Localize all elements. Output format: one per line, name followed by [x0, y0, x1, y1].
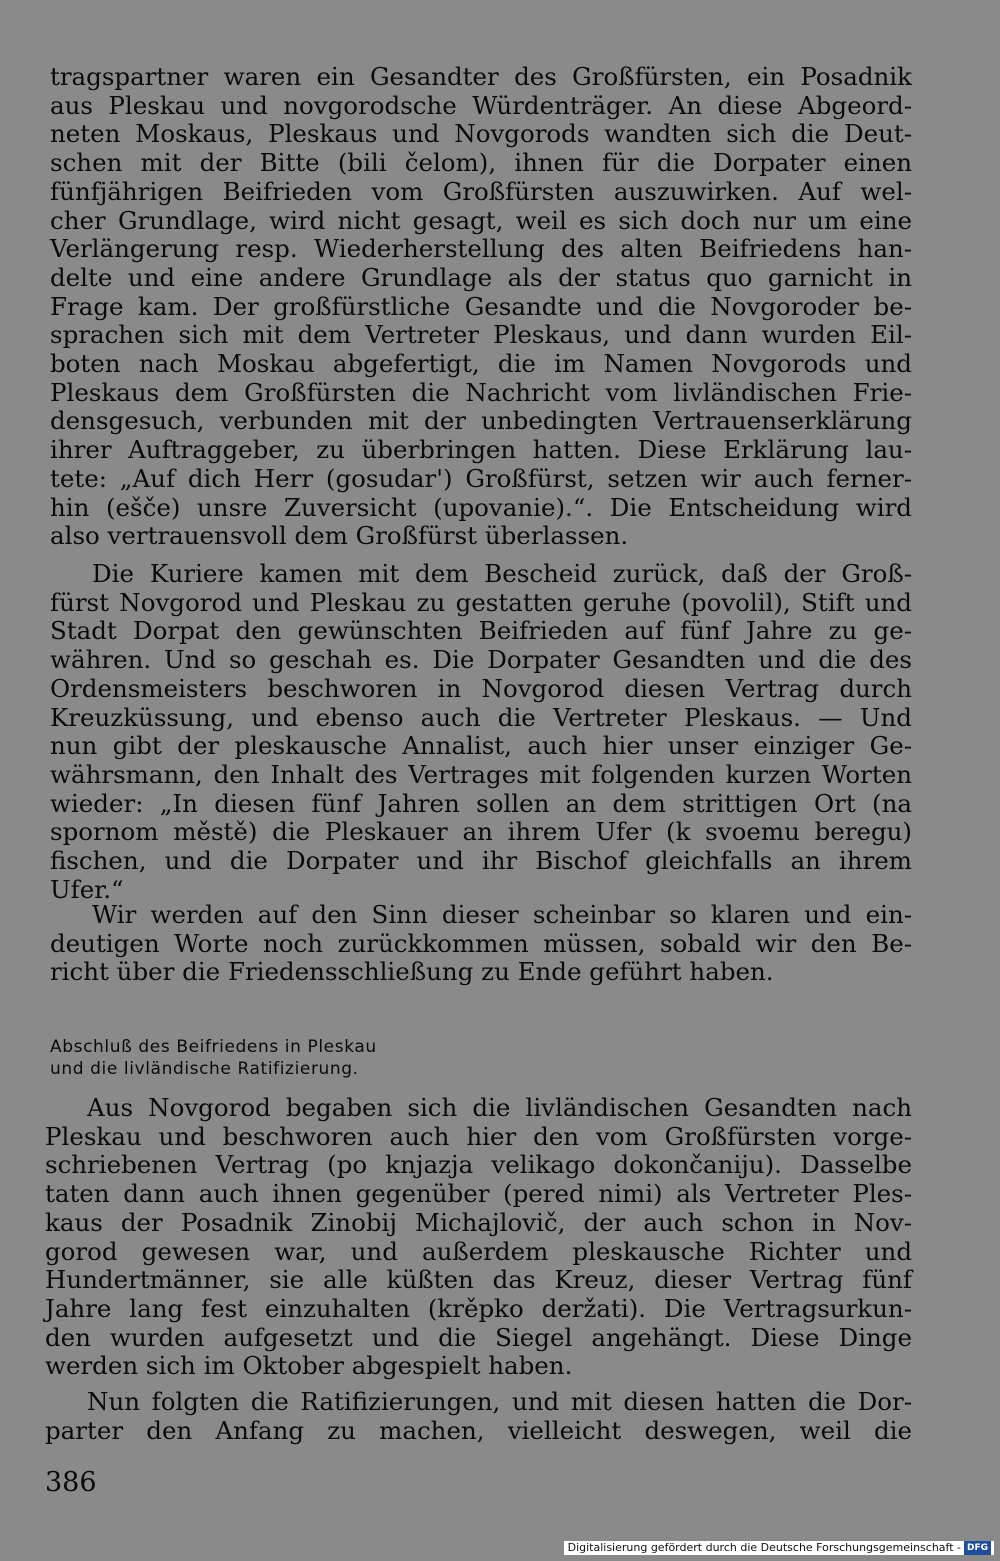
text-line: wieder: „In diesen fünf Jahren sollen an dem strittigen Ort (na	[50, 788, 912, 818]
text-line: Pleskau und beschworen auch hier den vom Großfürsten vorge-	[45, 1121, 912, 1151]
text-line: Ordensmeisters beschworen in Novgorod diesen Vertrag durch	[50, 673, 912, 703]
text-line: währen. Und so geschah es. Die Dorpater Gesandten und die des	[50, 645, 912, 675]
text-line: Hundertmänner, sie alle küßten das Kreuz, dieser Vertrag fünf	[45, 1265, 912, 1295]
text-line: richt über die Friedensschließung zu Ende geführt haben.	[50, 957, 774, 987]
text-line: werden sich im Oktober abgespielt haben.	[45, 1351, 573, 1381]
paragraph-1	[50, 63, 912, 551]
text-line: kaus der Posadnik Zinobij Michajlovič, der auch schon in Nov-	[45, 1207, 912, 1237]
text-line: tete: „Auf dich Herr (gosudar') Großfürst, setzen wir auch ferner-	[50, 463, 912, 493]
heading-line: und die livländische Ratifizierung.	[50, 1059, 359, 1079]
heading-line: Abschluß des Beifriedens in Pleskau	[50, 1037, 377, 1057]
text-line: aus Pleskau und novgorodsche Würdenträger. An diese Abgeord-	[50, 90, 912, 120]
text-line: währsmann, den Inhalt des Vertrages mit folgenden kurzen Worten	[50, 759, 912, 789]
text-line: hin (ešče) unsre Zuversicht (upovanie).“. Die Entscheidung wird	[50, 492, 912, 522]
text-line: schriebenen Vertrag (po knjazja velikago dokončaniju). Dasselbe	[45, 1150, 912, 1180]
text-line: Stadt Dorpat den gewünschten Beifrieden auf fünf Jahre zu ge-	[50, 616, 912, 646]
text-line: gorod gewesen war, und außerdem pleskausche Richter und	[45, 1236, 912, 1266]
text-line: Nun folgten die Ratifizierungen, und mit diesen hatten die Dor-	[87, 1387, 912, 1416]
text-line: Pleskaus dem Großfürsten die Nachricht vom livländischen Frie-	[50, 377, 912, 407]
text-line: cher Grundlage, wird nicht gesagt, weil es sich doch nur um eine	[50, 205, 912, 235]
text-line: Wir werden auf den Sinn dieser scheinbar so klaren und ein-	[92, 900, 912, 929]
text-line: nun gibt der pleskausche Annalist, auch hier unser einziger Ge-	[50, 731, 912, 761]
text-line: Die Kuriere kamen mit dem Bescheid zurück, daß der Groß-	[92, 559, 912, 588]
text-line: delte und eine andere Grundlage als der status quo garnicht in	[50, 262, 912, 292]
text-line: Ufer.“	[50, 874, 124, 904]
text-line: boten nach Moskau abgefertigt, die im Namen Novgorods und	[50, 349, 912, 379]
text-line: Aus Novgorod begaben sich die livländischen Gesandten nach	[87, 1093, 912, 1122]
text-line: fünfjährigen Beifrieden vom Großfürsten auszuwirken. Auf wel-	[50, 176, 912, 206]
credit-text: Digitalisierung gefördert durch die Deutsche Forschungsgemeinschaft -	[567, 1541, 961, 1554]
text-line: also vertrauensvoll dem Großfürst überlassen.	[50, 521, 629, 551]
paragraph-2	[50, 560, 912, 904]
digitization-credit	[564, 1541, 994, 1555]
paragraph-4	[45, 1094, 912, 1381]
paragraph-5	[45, 1388, 912, 1445]
page-number: 386	[45, 1467, 97, 1498]
paragraph-3	[50, 901, 912, 987]
text-line: neten Moskaus, Pleskaus und Novgorods wandten sich die Deut-	[50, 119, 912, 149]
text-line: spornom městě) die Pleskauer an ihrem Ufer (k svoemu beregu)	[50, 817, 912, 847]
text-line: sprachen sich mit dem Vertreter Pleskaus, und dann wurden Eil-	[50, 320, 912, 350]
text-line: Frage kam. Der großfürstliche Gesandte und die Novgoroder be-	[50, 291, 912, 321]
text-line: densgesuch, verbunden mit der unbedingten Vertrauenserklärung	[50, 406, 912, 436]
text-line: Kreuzküssung, und ebenso auch die Vertreter Pleskaus. — Und	[50, 702, 912, 732]
text-line: schen mit der Bitte (bili čelom), ihnen für die Dorpater einen	[50, 148, 912, 178]
text-line: fischen, und die Dorpater und ihr Bischof gleichfalls an ihrem	[50, 846, 912, 876]
text-line: parter den Anfang zu machen, vielleicht deswegen, weil die	[45, 1415, 912, 1445]
text-line: Verlängerung resp. Wiederherstellung des alten Beifriedens han-	[50, 234, 912, 264]
text-line: fürst Novgorod und Pleskau zu gestatten geruhe (povolil), Stift und	[50, 587, 912, 617]
text-line: den wurden aufgesetzt und die Siegel angehängt. Diese Dinge	[45, 1322, 912, 1352]
dfg-logo: DFG	[964, 1541, 991, 1555]
text-line: ihrer Auftraggeber, zu überbringen hatten. Diese Erklärung lau-	[50, 435, 912, 465]
section-heading	[50, 1036, 550, 1080]
text-line: taten dann auch ihnen gegenüber (pered nimi) als Vertreter Ples-	[45, 1179, 912, 1209]
text-line: Jahre lang fest einzuhalten (krěpko deržati). Die Vertragsurkun-	[45, 1293, 912, 1323]
text-line: tragspartner waren ein Gesandter des Großfürsten, ein Posadnik	[50, 62, 912, 91]
text-line: deutigen Worte noch zurückkommen müssen, sobald wir den Be-	[50, 928, 912, 958]
